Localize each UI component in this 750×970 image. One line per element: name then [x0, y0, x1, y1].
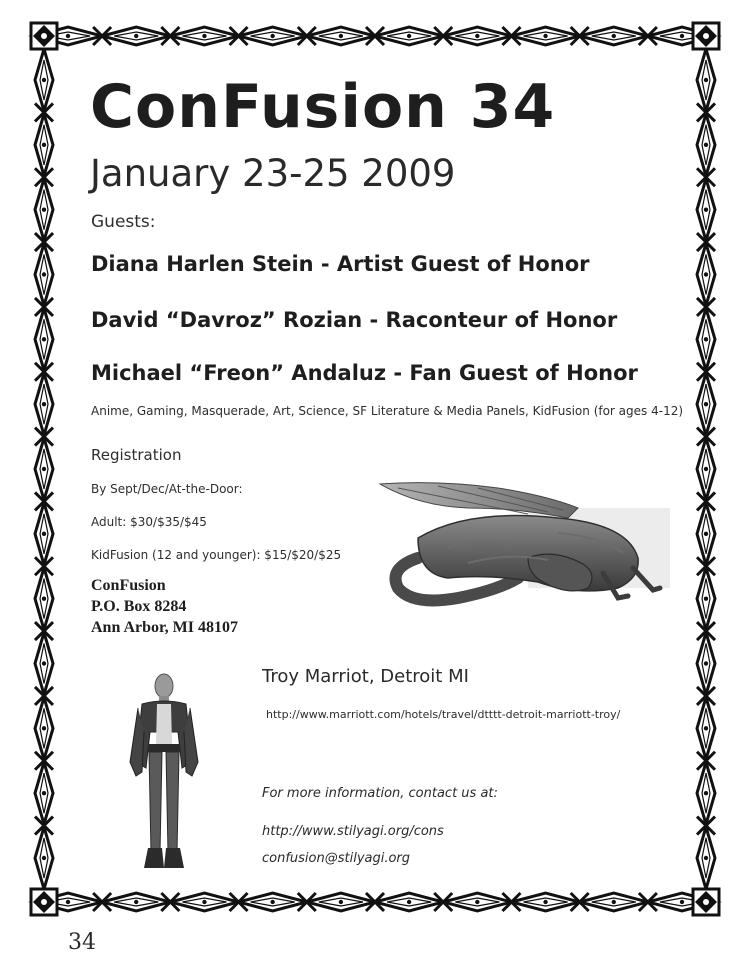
border-dot: [42, 532, 46, 536]
border-dot: [704, 272, 708, 276]
email-link[interactable]: confusion@stilyagi.org: [262, 851, 411, 866]
border-dot: [680, 900, 684, 904]
border-dot: [202, 34, 206, 38]
border-dot: [134, 900, 138, 904]
border-dot: [134, 34, 138, 38]
contact-intro: For more information, contact us at:: [262, 786, 498, 801]
border-dot: [270, 900, 274, 904]
border-corner-dot: [41, 899, 47, 905]
address-line-name: ConFusion: [91, 577, 166, 594]
registration-kid-price: KidFusion (12 and younger): $15/$20/$25: [91, 548, 342, 562]
guest-artist: Diana Harlen Stein - Artist Guest of Honor: [91, 252, 590, 276]
border-dot: [704, 661, 708, 665]
border-dot: [704, 402, 708, 406]
border-dot: [270, 34, 274, 38]
border-dot: [202, 900, 206, 904]
border-dot: [704, 467, 708, 471]
address-line-city: Ann Arbor, MI 48107: [91, 619, 238, 636]
border-dot: [704, 143, 708, 147]
border-dot: [42, 207, 46, 211]
border-dot: [543, 900, 547, 904]
event-dates: January 23-25 2009: [90, 152, 456, 195]
guests-heading: Guests:: [91, 212, 156, 232]
hotel-name: Troy Marriot, Detroit MI: [262, 666, 469, 687]
registration-deadlines: By Sept/Dec/At-the-Door:: [91, 482, 243, 496]
figure-illustration: [122, 672, 206, 872]
address-line-box: P.O. Box 8284: [91, 598, 187, 615]
border-dot: [704, 856, 708, 860]
border-dot: [475, 34, 479, 38]
guest-fan: Michael “Freon” Andaluz - Fan Guest of Honor: [91, 361, 638, 385]
event-title: ConFusion 34: [90, 72, 556, 142]
border-dot: [704, 337, 708, 341]
border-dot: [42, 337, 46, 341]
border-dot: [704, 726, 708, 730]
border-dot: [704, 78, 708, 82]
border-corner-dot: [703, 33, 709, 39]
activities-list: Anime, Gaming, Masquerade, Art, Science, SF Literature & Media Panels, KidFusion (for ages 4-12): [91, 404, 684, 418]
border-dot: [543, 34, 547, 38]
border-dot: [42, 78, 46, 82]
border-corner-dot: [703, 899, 709, 905]
border-dot: [42, 143, 46, 147]
border-dot: [407, 34, 411, 38]
hotel-url-link[interactable]: http://www.marriott.com/hotels/travel/dtttt-detroit-marriott-troy/: [266, 708, 621, 721]
border-dot: [612, 34, 616, 38]
dragon-illustration: [378, 478, 670, 608]
border-dot: [339, 34, 343, 38]
border-dot: [42, 402, 46, 406]
registration-heading: Registration: [91, 446, 182, 464]
border-dot: [339, 900, 343, 904]
border-dot: [407, 900, 411, 904]
border-dot: [42, 661, 46, 665]
border-dot: [704, 532, 708, 536]
border-dot: [475, 900, 479, 904]
border-dot: [42, 467, 46, 471]
border-dot: [42, 856, 46, 860]
border-dot: [704, 207, 708, 211]
page-number: 34: [68, 930, 96, 955]
guest-raconteur: David “Davroz” Rozian - Raconteur of Honor: [91, 308, 618, 332]
registration-adult-price: Adult: $30/$35/$45: [91, 515, 207, 529]
website-link[interactable]: http://www.stilyagi.org/cons: [262, 824, 444, 839]
border-dot: [704, 596, 708, 600]
border-dot: [66, 900, 70, 904]
border-dot: [612, 900, 616, 904]
border-dot: [42, 726, 46, 730]
border-dot: [680, 34, 684, 38]
border-dot: [42, 272, 46, 276]
border-dot: [66, 34, 70, 38]
border-dot: [42, 791, 46, 795]
border-corner-dot: [41, 33, 47, 39]
border-dot: [704, 791, 708, 795]
border-dot: [42, 596, 46, 600]
